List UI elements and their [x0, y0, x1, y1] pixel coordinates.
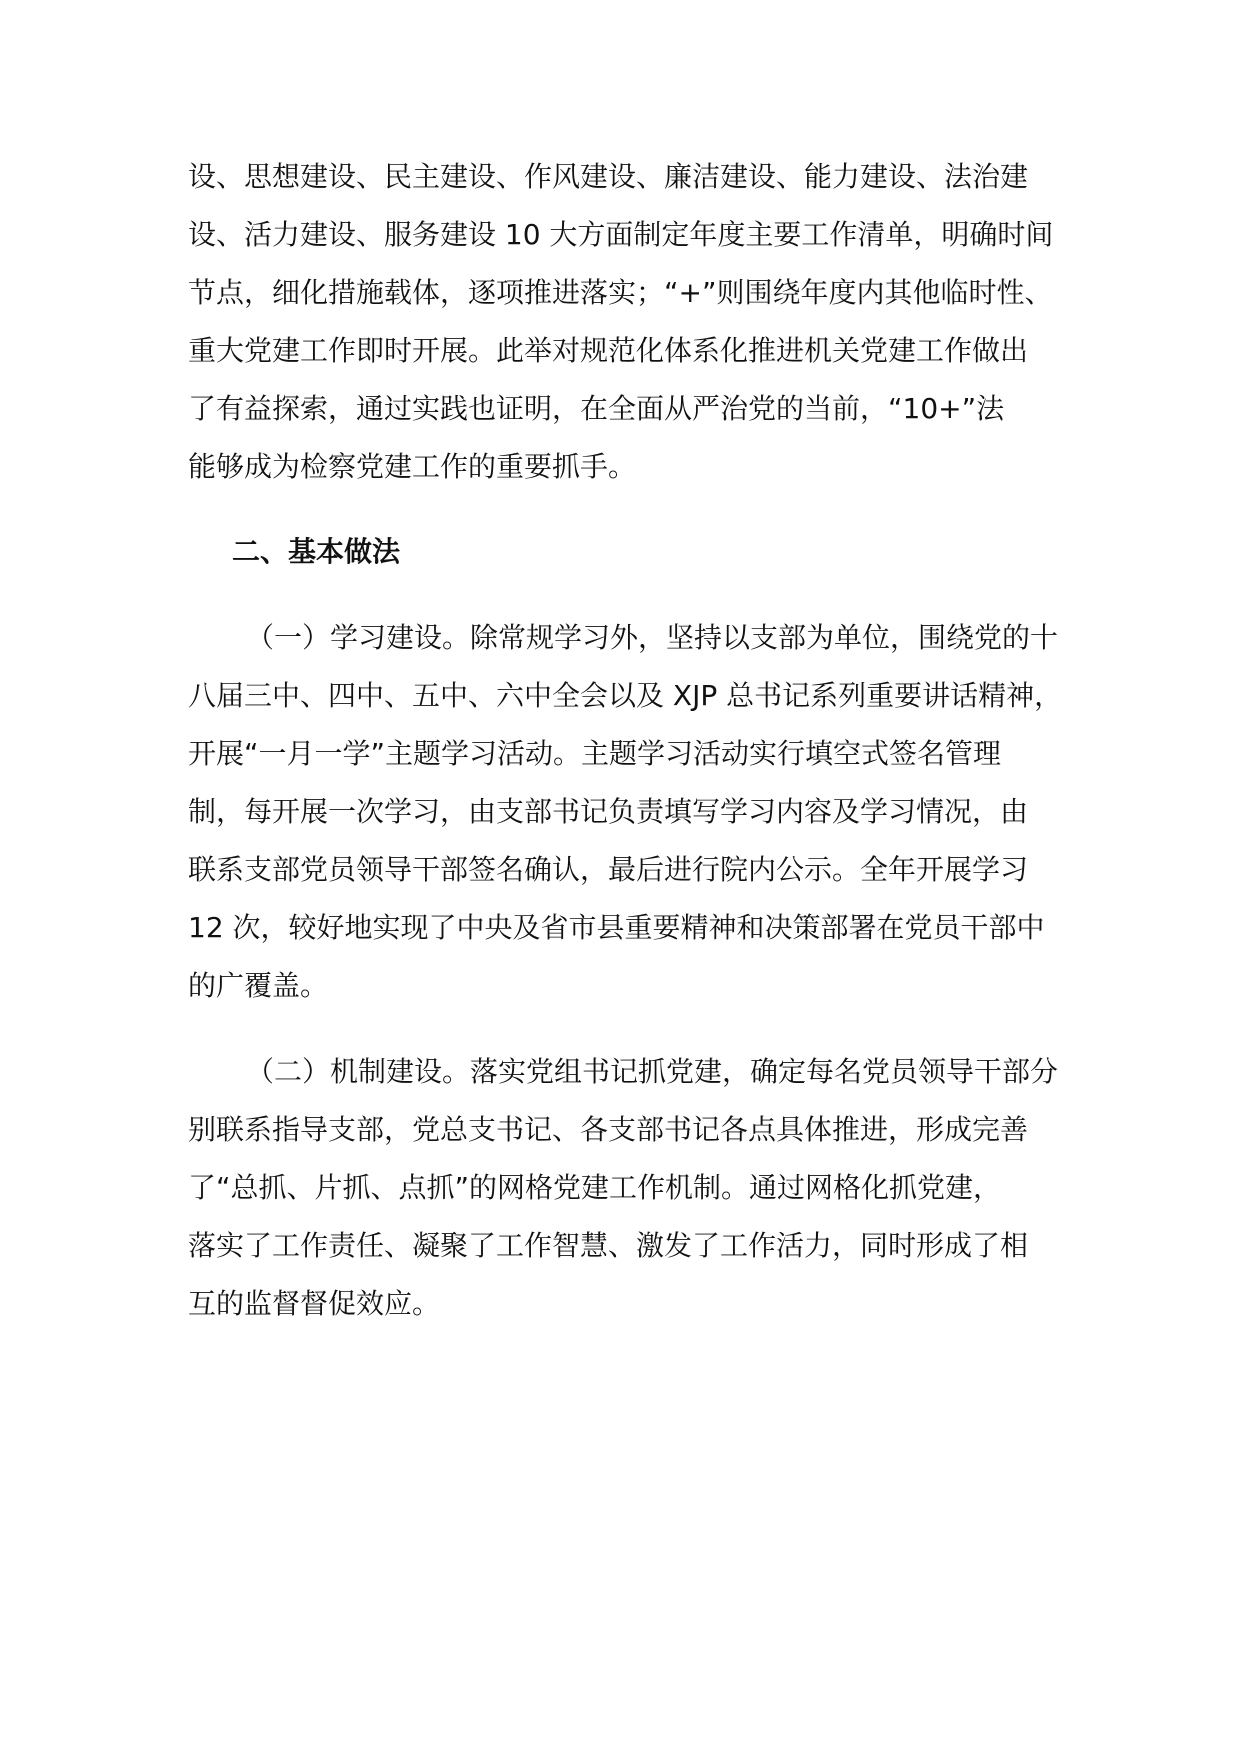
intro-line-5: 了有益探索，通过实践也证明，在全面从严治党的当前，“10+”法: [188, 392, 1005, 425]
item1-line-5: 联系支部党员领导干部签名确认，最后进行院内公示。全年开展学习: [188, 853, 1029, 886]
intro-line-6: 能够成为检察党建工作的重要抓手。: [188, 450, 637, 483]
item2-line-2: 别联系指导支部，党总支书记、各支部书记各点具体推进，形成完善: [188, 1113, 1029, 1146]
item2-line-4: 落实了工作责任、凝聚了工作智慧、激发了工作活力，同时形成了相: [188, 1229, 1029, 1262]
intro-line-3: 节点，细化措施载体，逐项推进落实；“+”则围绕年度内其他临时性、: [188, 276, 1053, 309]
item2-line-3: 了“总抓、片抓、点抓”的网格党建工作机制。通过网格化抓党建，: [188, 1171, 1002, 1204]
item1-line-3: 开展“一月一学”主题学习活动。主题学习活动实行填空式签名管理: [188, 737, 1002, 770]
item1-line-6: 12 次，较好地实现了中央及省市县重要精神和决策部署在党员干部中: [188, 911, 1045, 944]
item1-line-2: 八届三中、四中、五中、六中全会以及 XJP 总书记系列重要讲话精神，: [188, 679, 1063, 712]
item2-line-1: （二）机制建设。落实党组书记抓党建，确定每名党员领导干部分: [246, 1055, 1059, 1088]
intro-line-2: 设、活力建设、服务建设 10 大方面制定年度主要工作清单，明确时间: [188, 218, 1054, 251]
item1-line-1: （一）学习建设。除常规学习外，坚持以支部为单位，围绕党的十: [246, 621, 1059, 654]
item1-line-7: 的广覆盖。: [188, 969, 329, 1002]
section-heading: 二、基本做法: [232, 535, 401, 568]
item2-line-5: 互的监督督促效应。: [188, 1287, 441, 1320]
intro-line-1: 设、思想建设、民主建设、作风建设、廉洁建设、能力建设、法治建: [188, 160, 1029, 193]
item1-line-4: 制，每开展一次学习，由支部书记负责填写学习内容及学习情况，由: [188, 795, 1029, 828]
intro-line-4: 重大党建工作即时开展。此举对规范化体系化推进机关党建工作做出: [188, 334, 1029, 367]
